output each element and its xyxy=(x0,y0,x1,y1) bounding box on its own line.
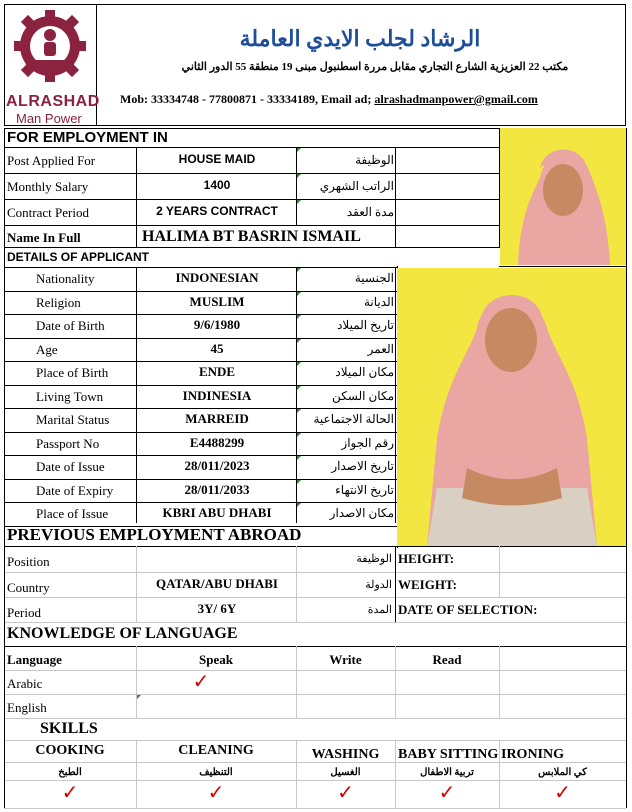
grid-line-h xyxy=(4,762,626,763)
company-logo xyxy=(4,4,100,126)
grid-line-h xyxy=(4,361,397,362)
skill-check: ✓ xyxy=(337,782,354,804)
logo-text-top: ALRASHAD xyxy=(6,93,100,110)
details-arabic: تاريخ الميلاد xyxy=(337,318,394,332)
skill-arabic: الغسيل xyxy=(330,767,361,778)
grid-line-v xyxy=(626,128,627,808)
cell-comment-marker xyxy=(297,174,301,178)
cell-comment-marker xyxy=(297,148,301,152)
employment-label: Monthly Salary xyxy=(7,179,89,194)
details-value: 45 xyxy=(210,341,224,356)
cell-comment-marker xyxy=(137,695,141,699)
skill-arabic: كي الملابس xyxy=(538,767,587,778)
grid-line-h xyxy=(4,740,626,741)
grid-line-v xyxy=(395,646,396,718)
employment-value: 2 YEARS CONTRACT xyxy=(156,204,278,218)
details-arabic: مكان الاصدار xyxy=(329,506,394,520)
grid-line-h xyxy=(4,173,500,174)
grid-line-h xyxy=(4,479,397,480)
details-value: INDONESIAN xyxy=(175,270,259,285)
details-value: E4488299 xyxy=(189,435,245,450)
logo-text-bottom: Man Power xyxy=(16,111,82,126)
details-label: Date of Issue xyxy=(36,459,105,474)
details-arabic: مكان السكن xyxy=(332,389,394,403)
details-label: Age xyxy=(36,342,58,357)
details-arabic: رقم الجواز xyxy=(341,436,394,450)
grid-line-v xyxy=(499,646,500,718)
skill-arabic: الطبخ xyxy=(58,767,82,778)
name-in-full-label: Name In Full xyxy=(7,230,81,245)
grid-line-v xyxy=(395,267,396,523)
cell-comment-marker xyxy=(297,268,301,272)
employment-label: Post Applied For xyxy=(7,153,96,168)
grid-line-h xyxy=(4,432,397,433)
grid-line-v xyxy=(136,147,137,225)
grid-line-v xyxy=(136,740,137,808)
grid-line-v xyxy=(296,147,297,225)
employment-arabic: الراتب الشهري xyxy=(319,179,394,193)
details-label: Date of Birth xyxy=(36,318,105,333)
grid-line-h xyxy=(4,408,397,409)
previous-arabic: الوظيفة xyxy=(356,553,392,565)
details-value: KBRI ABU DHABI xyxy=(162,505,272,520)
grid-line-v xyxy=(296,646,297,718)
details-arabic: الجنسية xyxy=(354,271,394,285)
contact-numbers: Mob: 33334748 - 77800871 - 33334189, Email ad; xyxy=(120,92,372,106)
details-value: 9/6/1980 xyxy=(193,317,241,332)
cell-comment-marker xyxy=(297,315,301,319)
details-value: 28/011/2023 xyxy=(184,458,250,473)
skill-label: WASHING xyxy=(311,747,380,762)
grid-line-h xyxy=(4,546,626,547)
gear-people-logo-icon xyxy=(4,4,97,94)
details-value: MARREID xyxy=(185,411,249,426)
language-header: Language xyxy=(7,652,62,667)
full-body-photo xyxy=(397,268,626,546)
grid-line-v xyxy=(4,128,5,808)
employment-label: Contract Period xyxy=(7,205,89,220)
grid-line-h xyxy=(4,147,500,148)
grid-line-h xyxy=(4,808,626,809)
previous-right-field: DATE OF SELECTION: xyxy=(398,602,538,617)
grid-line-v xyxy=(136,267,137,523)
skill-label: COOKING xyxy=(35,743,105,758)
previous-arabic: الدولة xyxy=(365,579,392,591)
cell-comment-marker xyxy=(297,339,301,343)
grid-line-v xyxy=(395,546,396,622)
grid-line-h xyxy=(4,670,626,671)
email-link[interactable]: alrashadmanpower@gmail.com xyxy=(374,92,538,106)
skill-label: CLEANING xyxy=(178,743,254,758)
grid-line-h xyxy=(4,455,397,456)
details-arabic: تاريخ الاصدار xyxy=(331,459,394,473)
details-label: Place of Birth xyxy=(36,365,109,380)
details-arabic: الحالة الاجتماعية xyxy=(313,412,394,426)
grid-line-h xyxy=(4,718,626,719)
details-label: Date of Expiry xyxy=(36,483,114,498)
cell-comment-marker xyxy=(297,409,301,413)
skill-label: IRONING xyxy=(501,747,565,762)
skills-section-title: SKILLS xyxy=(40,720,98,737)
grid-line-h xyxy=(4,694,626,695)
employment-value: 1400 xyxy=(203,178,231,192)
grid-line-h xyxy=(4,225,500,226)
cell-comment-marker xyxy=(297,200,301,204)
details-arabic: العمر xyxy=(367,342,394,356)
previous-value: QATAR/ABU DHABI xyxy=(156,576,278,591)
details-value: 28/011/2033 xyxy=(184,482,250,497)
grid-line-v xyxy=(296,546,297,622)
details-label: Religion xyxy=(36,295,81,310)
grid-line-h xyxy=(4,199,500,200)
previous-label: Period xyxy=(7,605,41,620)
details-label: Nationality xyxy=(36,271,95,286)
details-value: INDINESIA xyxy=(182,388,252,403)
grid-line-v xyxy=(136,225,137,247)
grid-line-v xyxy=(499,546,500,597)
skill-arabic: تربية الاطفال xyxy=(420,767,474,778)
grid-line-h xyxy=(4,291,397,292)
details-label: Passport No xyxy=(36,436,100,451)
grid-line-v xyxy=(499,740,500,808)
details-label: Living Town xyxy=(36,389,104,404)
language-header: Write xyxy=(329,652,362,667)
grid-line-v xyxy=(395,225,396,247)
language-name: Arabic xyxy=(7,676,43,691)
language-section-title: KNOWLEDGE OF LANGUAGE xyxy=(7,625,238,642)
skill-arabic: التنظيف xyxy=(199,767,233,778)
skill-check: ✓ xyxy=(554,782,571,804)
arabic-address: مكتب 22 العزيزية الشارع التجاري مقابل مررة اسطنبول مبنى 19 منطقة 55 الدور الثاني xyxy=(181,61,569,73)
previous-section-title: PREVIOUS EMPLOYMENT ABROAD xyxy=(7,525,302,544)
previous-value: 3Y/ 6Y xyxy=(197,601,237,616)
language-name: English xyxy=(7,700,47,715)
grid-line-h xyxy=(4,597,626,598)
previous-arabic: المدة xyxy=(367,604,392,616)
grid-line-h xyxy=(4,267,397,268)
cell-comment-marker xyxy=(297,480,301,484)
details-label: Place of Issue xyxy=(36,506,109,521)
details-arabic: مكان الميلاد xyxy=(335,365,394,379)
grid-line-h xyxy=(4,572,626,573)
details-arabic: الديانة xyxy=(363,295,394,309)
language-header: Speak xyxy=(199,652,233,667)
grid-line-h xyxy=(4,338,397,339)
grid-line-h xyxy=(4,385,397,386)
details-section-title: DETAILS OF APPLICANT xyxy=(7,250,149,264)
cell-comment-marker xyxy=(297,386,301,390)
skill-label: BABY SITTING xyxy=(398,747,499,762)
grid-line-v xyxy=(136,546,137,622)
grid-line-v xyxy=(395,740,396,808)
arabic-company-title: الرشاد لجلب الايدي العاملة xyxy=(239,26,481,51)
grid-line-v xyxy=(296,267,297,523)
grid-line-h xyxy=(499,266,626,267)
grid-line-h xyxy=(4,502,397,503)
details-label: Marital Status xyxy=(36,412,110,427)
employment-arabic: مدة العقد xyxy=(346,205,394,219)
name-in-full-value: HALIMA BT BASRIN ISMAIL xyxy=(142,228,361,245)
grid-line-h xyxy=(4,314,397,315)
language-speak-check: ✓ xyxy=(192,671,210,693)
skill-check: ✓ xyxy=(438,782,456,804)
previous-right-field: WEIGHT: xyxy=(398,577,457,592)
grid-line-h xyxy=(4,622,626,623)
cell-comment-marker xyxy=(297,362,301,366)
employment-section-title: FOR EMPLOYMENT IN xyxy=(7,129,168,146)
previous-label: Position xyxy=(7,554,50,569)
cell-comment-marker xyxy=(297,503,301,507)
cell-comment-marker xyxy=(297,292,301,296)
grid-line-h xyxy=(4,247,500,248)
cell-comment-marker xyxy=(297,456,301,460)
details-value: MUSLIM xyxy=(189,294,245,309)
skill-check: ✓ xyxy=(207,782,225,804)
cell-comment-marker xyxy=(297,433,301,437)
details-value: ENDE xyxy=(198,364,236,379)
grid-line-h xyxy=(4,646,626,647)
grid-line-v xyxy=(296,740,297,808)
skill-check: ✓ xyxy=(61,782,79,804)
grid-line-v xyxy=(395,147,396,225)
employment-value: HOUSE MAID xyxy=(178,152,256,166)
details-arabic: تاريخ الانتهاء xyxy=(335,483,394,497)
passport-photo xyxy=(500,128,626,265)
employment-arabic: الوظيفة xyxy=(355,153,394,167)
language-header: Read xyxy=(432,652,462,667)
contact-line xyxy=(120,93,538,105)
previous-right-field: HEIGHT: xyxy=(398,551,455,566)
previous-label: Country xyxy=(7,580,50,595)
grid-line-h xyxy=(4,780,626,781)
